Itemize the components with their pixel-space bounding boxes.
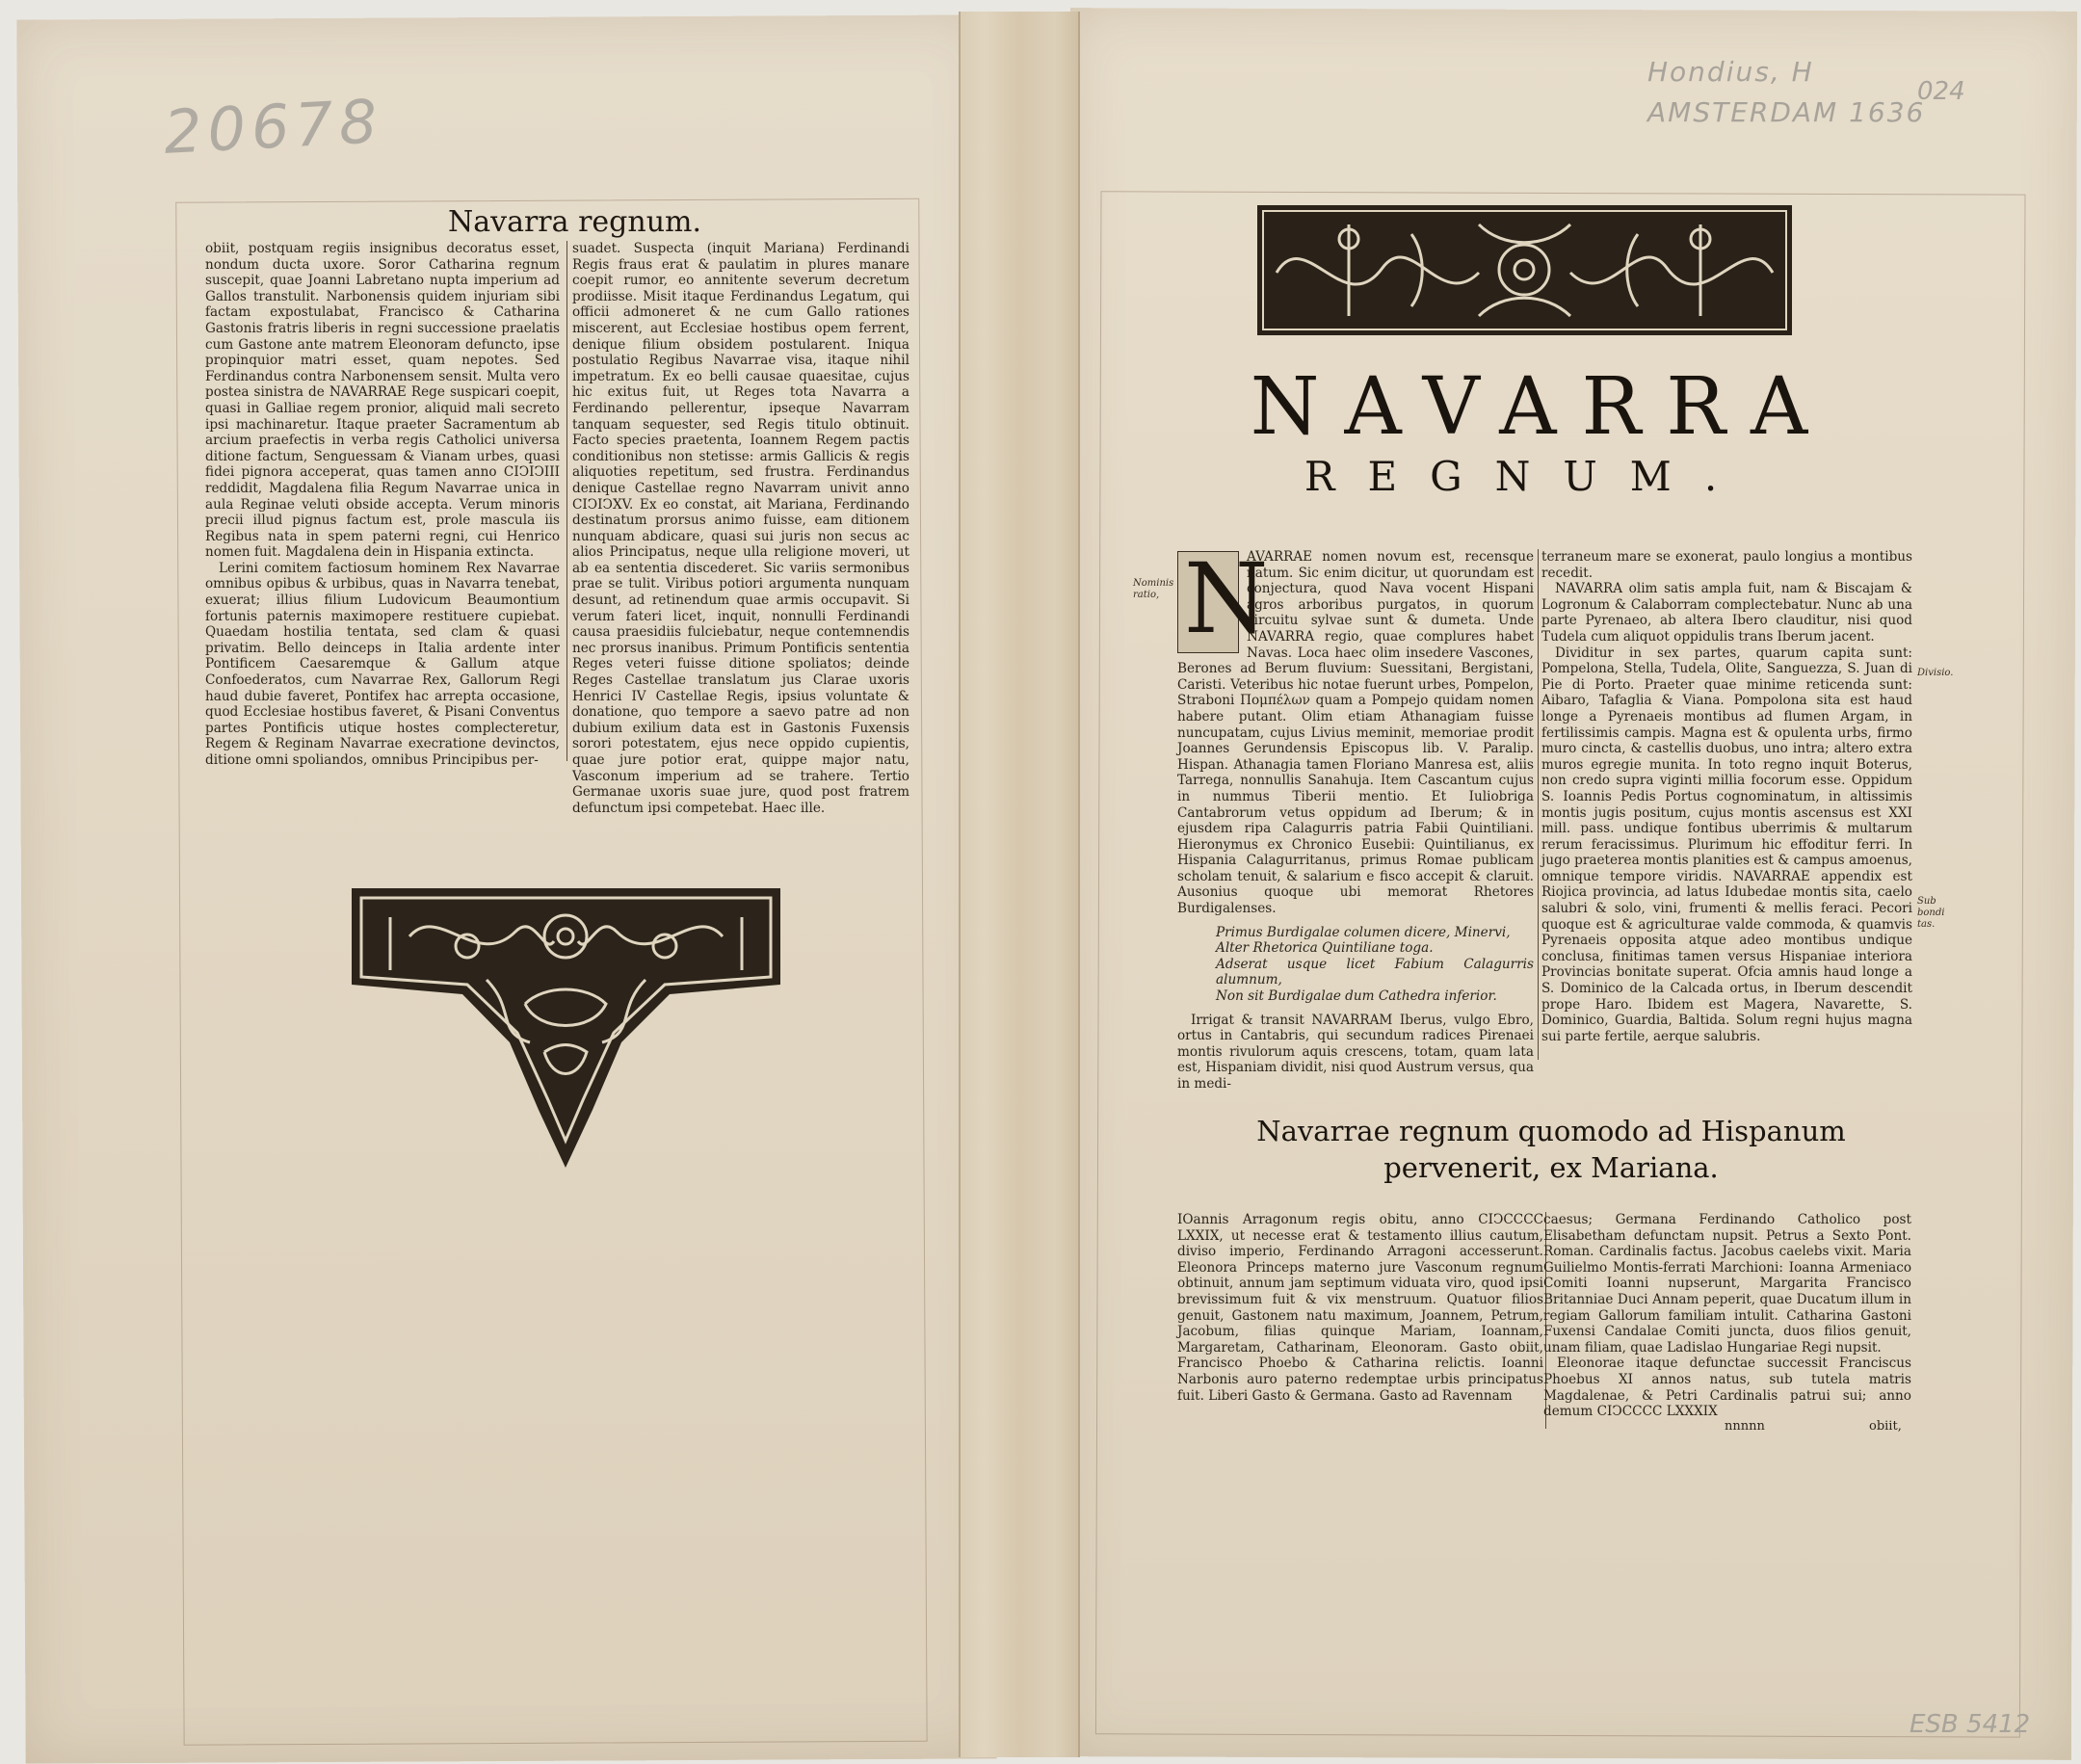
left-col1-paragraph-2: Lerini comitem factiosum hominem Rex Navarrae omnibus opibus & urbibus, quas in Navarra tenebat, exuerat; illius filium Ludovicum Beaumontium fortunis paternis maximopere restituere cupiebat. Quaedam hostilia tentata, sed clam & quasi privatim. Bello deinceps in Italia ardente inter Pontificem Caesaremque & Gallum atque Confoederatos, cum Navarrae Rex, Gallorum Regi haud dubie faveret, Pontifex hac arrepta occasione, quod Ecclesiae hostibus faveret, & Pisani Conventus partes Pontificis utique hostes complecteretur, Regem & Reginam Navarrae execratione devinctos, ditione omni spoliandos, omnibus Principibus per- (205, 560, 560, 768)
left-page-title: Navarra regnum. (448, 205, 701, 239)
poem-line-2: Alter Rhetorica Quintiliane toga. (1216, 940, 1434, 957)
headpiece-ornament (1257, 205, 1792, 335)
pencil-place-year-note: AMSTERDAM 1636 (1647, 96, 1926, 128)
decorated-initial-letter: N (1184, 542, 1269, 655)
second-section-column-2 (1543, 1212, 1911, 1429)
right-col1-paragraph-1: AVARRAE nomen novum est, recensque natum. Sic enim dicitur, ut quorundam est conjectura, quod Nava vocent Hispani agros arboribus purgatos, in quorum circuitu sylvae sunt & dumeta. Unde NAVARRA regio, quae complures habet Navas. Loca haec olim insedere Vascones, Berones ad Berum fluvium: Suessitani, Bergistani, Caristi. Veteribus hic notae fuerunt urbes, Pompelon, Straboni Πομπέλων quam a Pompejo quidam nomen habere putant. Olim etiam Athanagiam fuisse nuncupatam, cujus Livius meminit, memoriae prodit Joannes Gerundensis Episcopus lib. V. Paralip. Hispan. Athanagia tamen Floriano Manresa est, aliis Tarrega, nonnullis Sanahuja. Item Cascantum cujus in nummus Tiberii mentio. Et Iuliobriga Cantabrorum vetus oppidum ad Iberum; & in ejusdem ripa Calagurris patria Fabii Quintiliani. Hieronymus ex Chronico Eusebii: Quintilianus, ex Hispania Calagurritanus, primus Romae publicam scholam tenuit, & salarium e fisco accepit & claruit. Ausonius quoque ubi memorat Rhetores Burdigalenses. (1177, 549, 1534, 917)
second-section-column-1 (1177, 1212, 1543, 1429)
pencil-inventory-number: 20678 (162, 86, 384, 168)
left-column-2 (572, 241, 909, 816)
tailpiece-ornament (352, 888, 780, 1168)
second-col1-paragraph: IOannis Arragonum regis obitu, anno CIↃCCCC LXXIX, ut necesse erat & testamento illius cautum, diviso imperio, Ferdinando Arragoni accesserunt. Eleonora Princeps materno jure Vasconum regnum obtinuit, annum jam septimum viduata viro, quod ipsi brevissimum fuit & vix menstruum. Quatuor filios genuit, Gastonem natu maximum, Joannem, Petrum, Jacobum, filias quinque Mariam, Ioannam, Margaretam, Catharinam, Eleonoram. Gasto obiit, Francisco Phoebo & Catharina relictis. Ioanni Narbonis auro paterno redemptae urbis principatus fuit. Liberi Gasto & Germana. Gasto ad Ravennam (1177, 1212, 1543, 1404)
second-section-title: Navarrae regnum quomodo ad Hispanum pervenerit, ex Mariana. (1256, 1115, 1846, 1184)
poem-line-3: Adserat usque licet Fabium Calagurris alumnum, (1216, 956, 1534, 988)
poem-verses (1177, 925, 1534, 1005)
left-column-1 (205, 241, 560, 768)
right-column-rule (1538, 549, 1539, 1060)
right-col1-paragraph-2: Irrigat & transit NAVARRAM Iberus, vulgo Ebro, ortus in Cantabris, qui secundum radices Pirenaei montis rivulorum aquis crescens, totam, quam lata est, Hispaniam dividit, nisi quod Austrum versus, qua in medi- (1177, 1012, 1534, 1092)
catchword-1: nnnnn (1725, 1419, 1765, 1434)
right-col2-paragraph-1: terraneum mare se exonerat, paulo longius a montibus recedit. (1541, 549, 1912, 581)
left-col1-paragraph-1: obiit, postquam regiis insignibus decoratus esset, nondum ducta uxore. Soror Catharina regnum suscepit, quae Joanni Labretano nupta imperium ad Gallos transtulit. Narbonensis quidem injuriam sibi factam expostulabat, Francisco & Catharina Gastonis fratris liberis in regni successione praelatis cum Gastone ante matrem Eleonoram defuncto, ipse propinquior matri esset, quam nepotes. Sed Ferdinandus contra Narbonensem sensit. Multa vero postea sinistra de NAVARRAE Rege suspicari coepit, quasi in Galliae regem pronior, aliquid mali secreto ipsi machinaretur. Itaque praeter Sacramentum ab arcium praefectis in verba regis Catholici universa ditione factum, Senguessam & Vianam urbes, quasi fidei pignora acceperat, quas tamen anno CIↃIↃIII reddidit, Magdalena filia Regum Navarrae unica in aula Reginae veluti obside accepta. Verum minoris precii illud pignus factum est, prole mascula iis Regibus nata in spem paterni regni, cui Henrico nomen fuit. Magdalena dein in Hispania extincta. (205, 241, 560, 561)
right-column-2 (1541, 549, 1912, 1055)
sub-title: REGNUM. (1304, 453, 1751, 500)
right-column-1 (1177, 542, 1534, 1092)
decorated-initial (1177, 542, 1269, 655)
left-column-rule (566, 241, 567, 761)
right-col2-paragraph-2: NAVARRA olim satis ampla fuit, nam & Biscajam & Logronum & Calaborram complectebatur. Nunc ab una parte Pyrenaeo, ab altera Ibero clauditur, nisi quod Tudela cum aliquot oppidulis trans Iberum jacent. (1541, 581, 1912, 645)
left-col2-paragraph-1: suadet. Suspecta (inquit Mariana) Ferdinandi Regis fraus erat & paulatim in plures manare coepit rumor, eo annitente severum decretum prodiisse. Misit itaque Ferdinandus Legatum, qui officii admoneret & ne cum Gallo rationes miscerent, aut Ecclesiae hostibus opem ferrent, denique filium obsidem postularent. Iniqua postulatio Regibus Navarrae visa, itaque nihil impetratum. Ex eo belli causae quaesitae, cujus hic exitus fuit, ut Reges tota Navarra a Ferdinando pellerentur, ipseque Navarram tanquam sequester, sed Regis titulo obtinuit. Facto species praetenta, Ioannem Regem pactis conditionibus non stetisse: armis Gallicis & regis aliquoties repetitum, sed frustra. Ferdinandus denique Castellae regno Navarram univit anno CIↃIↃXV. Ex eo constat, ait Mariana, Ferdinando destinatum prorsus animo fuisse, eam ditionem nunquam abdicare, quasi sui juris non secus ac alios Principatus, neque ulla religione moveri, ut ab ea sententia discederet. Sic variis sermonibus prae se tulit. Viribus potiori argumenta nunquam desunt, ad retinendum quae armis occupavit. Si verum fateri licet, inquit, nonnulli Ferdinandi causa praesidiis fulciebatur, neque contemnendis nec prorsus inanibus. Primum Pontificis sententia Reges veteri fuisse ditione spoliatos; deinde Reges Castellae translatum jus Clarae uxoris Henrici IV Castellae Regis, ipsius voluntate & donatione, quo tempore a saevo patre ad non dubium exilium data est in Gastonis Fuxensis sorori potestatem, ejus nece oppido cupientis, quae jure potior erat, quippe major natu, Vasconum imperium ad se trahere. Tertio Germanae uxoris suae jure, quod post fratrem defunctum ipsi competebat. Haec ille. (572, 241, 909, 816)
poem-line-4: Non sit Burdigalae dum Cathedra inferior. (1216, 988, 1497, 1005)
second-col2-paragraph-2: Eleonorae itaque defunctae successit Franciscus Phoebus XI annos natus, sub tutela matris Magdalenae, & Petri Cardinalis patrui sui; anno demum CIↃCCCC LXXXIX (1543, 1356, 1911, 1420)
marginal-note-subbondi: Sub bondi tas. (1917, 896, 1945, 930)
poem-line-1: Primus Burdigalae columen dicere, Minervi, (1216, 924, 1511, 940)
hinge-tape (959, 12, 1080, 1757)
marginal-note-divisio: Divisio. (1917, 668, 1954, 678)
right-col2-paragraph-3: Dividitur in sex partes, quarum capita sunt: Pompelona, Stella, Tudela, Olite, Sanguezza, S. Juan di Pie di Porto. Praeter quae minime reticenda sunt: Aibaro, Tafaglia & Viana. Pompolona sita est haud longe a Pyrenaeis montibus ad flumen Argam, in fertilissimis campis. Magna est & opulenta urbs, firmo muro cincta, & castellis duobus, uno intra; altero extra muros egregie munita. In toto regno inquit Boterus, non credo supra viginti millia focorum esse. Oppidum S. Ioannis Pedis Portus cognominatum, in altissimis montis jugis positum, cujus montis ascensus est XXI mill. pass. undique fontibus uberrimis & multarum rerum feracissimus. Plurimum hic effoditur ferri. In jugo praeterea montis planities est & campus amoenus, omnique tempore viridis. NAVARRAE appendix est Riojica provincia, ad latus Idubedae montis sita, caelo salubri & solo, vini, frumenti & mellis feraci. Pecori quoque est & agriculturae valde commoda, & quamvis Pyrenaeis opposita atque adeo montibus undique conclusa, finitimas tamen versus Hispaniae interiora Provincias bonitate superat. Ofcia amnis haud longe a S. Dominico de la Calcada ortus, in Iberum descendit prope Haro. Ibidem est Magera, Navarette, S. Dominico, Guardia, Baltida. Solum regni hujus magna sui parte fertile, aerque salubris. (1541, 645, 1912, 1044)
catchword-2: obiit, (1869, 1419, 1902, 1434)
pencil-author-note: Hondius, H (1647, 56, 1814, 88)
second-col2-paragraph-1: caesus; Germana Ferdinando Catholico post Elisabetham defunctam nupsit. Petrus a Sexto Pont. Roman. Cardinalis factus. Jacobus caelebs vixit. Maria Guilielmo Montis-ferrati Marchioni: Ioanna Armeniaco Comiti Ioanni nupserunt, Margarita Francisco Britanniae Duci Annam peperit, quae Ducatum illum in regiam Gallorum familiam intulit. Catharina Gastoni Fuxensi Candalae Comiti juncta, duos filios genuit, unam filiam, quae Ladislao Hungariae Regi nupsit. (1543, 1212, 1911, 1356)
marginal-note-nominis: Nominis ratio, (1133, 578, 1174, 600)
pencil-code-note: 024 (1917, 77, 1965, 106)
main-title: NAVARRA (1250, 361, 1833, 453)
pencil-shelfmark-note: ESB 5412 (1910, 1710, 2031, 1739)
